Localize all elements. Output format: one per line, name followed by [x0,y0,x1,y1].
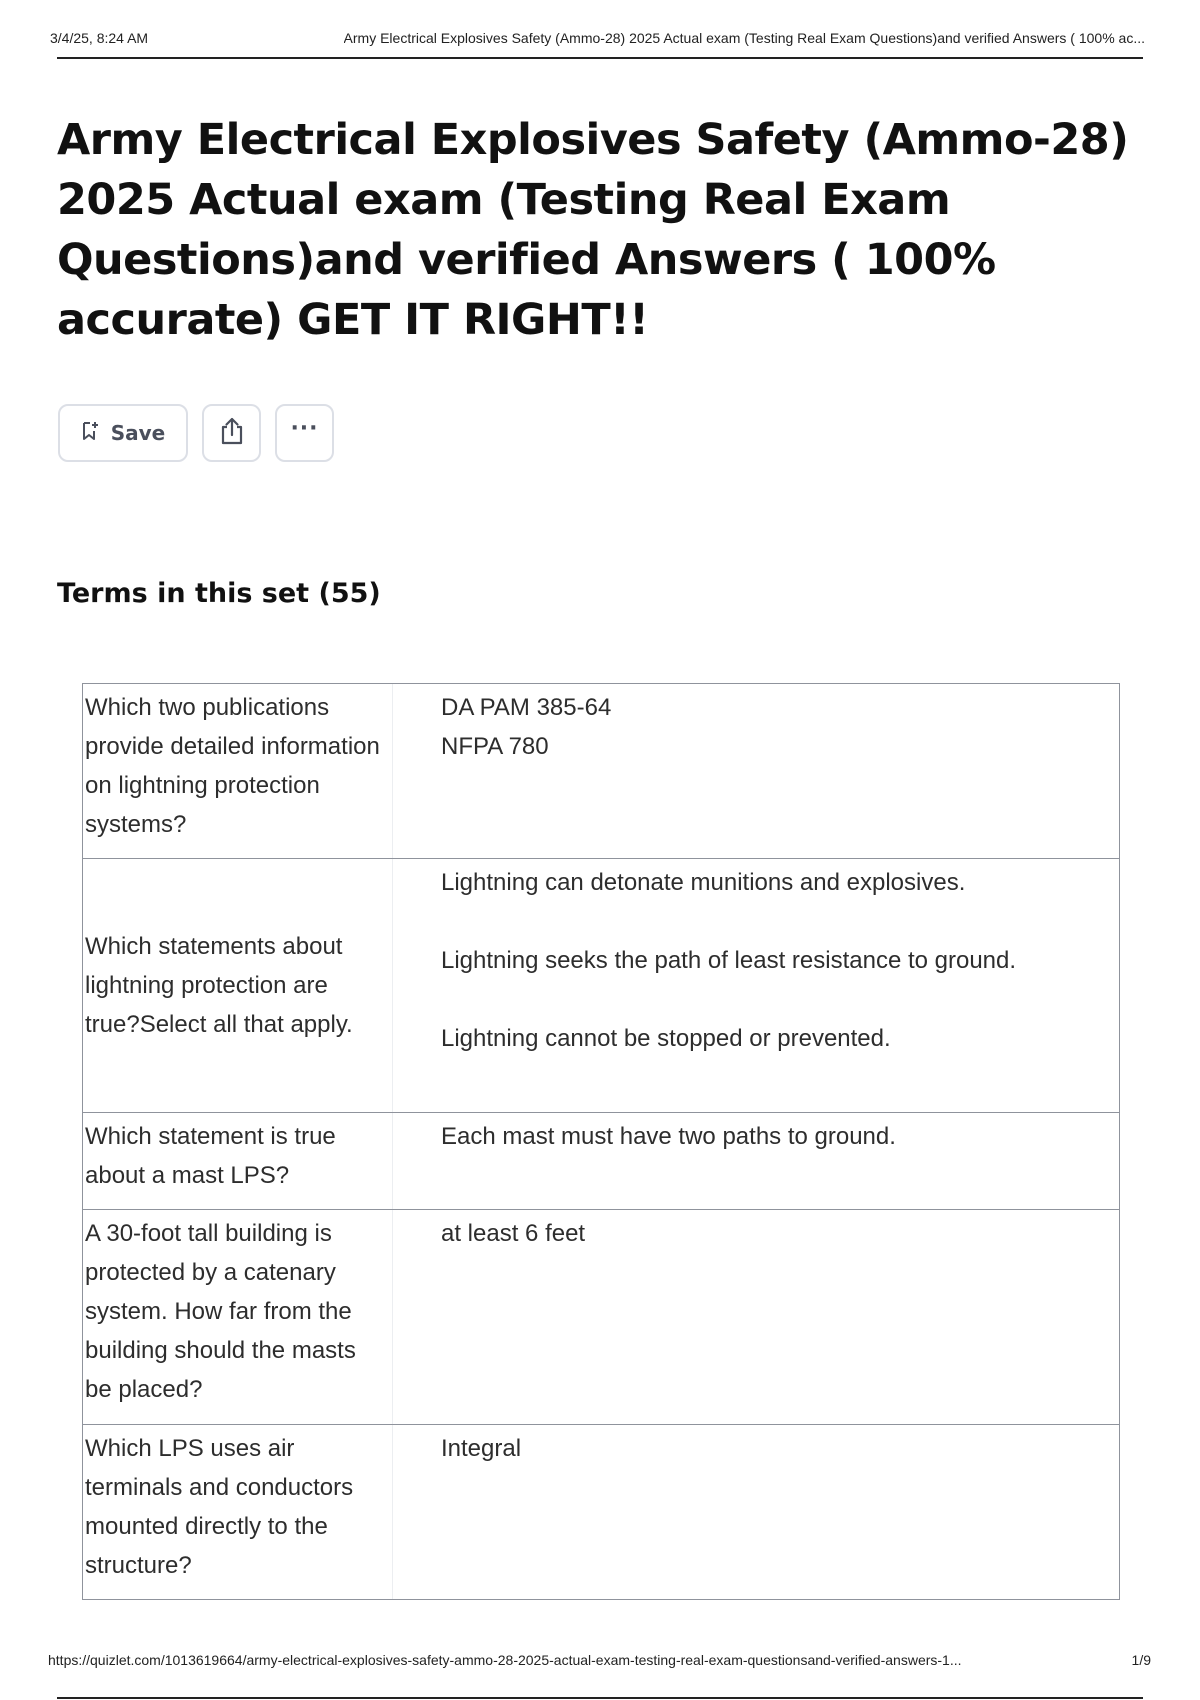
more-options-button[interactable] [275,404,334,462]
term-row-1 [83,684,1119,859]
term-text: Which two publications provide detailed information on lightning protection systems? [83,684,393,858]
bookmark-plus-icon [81,421,99,446]
term-text: Which statements about lightning protection are true?Select all that apply. [83,859,393,1112]
definition-text: Integral [441,1435,522,1462]
terms-heading: Terms in this set (55) [57,578,381,609]
more-horizontal-icon: ··· [290,415,319,441]
share-icon [218,416,246,450]
print-header [50,30,1145,46]
share-button[interactable] [202,404,261,462]
definition-text: Each mast must have two paths to ground. [441,1123,896,1150]
action-toolbar [58,404,334,462]
term-text: A 30-foot tall building is protected by a catenary system. How far from the building should the masts be placed? [83,1210,393,1424]
definition-text: DA PAM 385-64 NFPA 780 [441,694,612,760]
print-title: Army Electrical Explosives Safety (Ammo-28) 2025 Actual exam (Testing Real Exam Questions)and verified Answers ( 100% ac... [343,30,1145,46]
term-row-3 [83,1113,1119,1210]
page-number: 1/9 [1131,1652,1151,1668]
definition-text: Lightning can detonate munitions and explosives. Lightning seeks the path of least resistance to ground. Lightning cannot be stopped or prevented. [441,869,1017,1052]
print-url: https://quizlet.com/1013619664/army-electrical-explosives-safety-ammo-28-2025-actual-exam-testing-real-exam-questionsand-verified-answers-1... [48,1652,962,1668]
term-text: Which LPS uses air terminals and conductors mounted directly to the structure? [83,1425,393,1599]
save-button-label: Save [110,421,166,445]
footer-divider [57,1697,1143,1699]
term-row-2 [83,859,1119,1113]
term-row-5 [83,1425,1119,1599]
header-divider [57,57,1143,59]
definition-text: at least 6 feet [441,1220,586,1247]
term-row-4 [83,1210,1119,1425]
terms-table [82,683,1120,1600]
page-title: Army Electrical Explosives Safety (Ammo-28) 2025 Actual exam (Testing Real Exam Questions)and verified Answers ( 100% accurate) GET IT RIGHT!! [57,115,1129,345]
print-datetime: 3/4/25, 8:24 AM [50,30,149,46]
save-button[interactable] [58,404,188,462]
print-footer [48,1652,1151,1668]
term-text: Which statement is true about a mast LPS? [83,1113,393,1209]
